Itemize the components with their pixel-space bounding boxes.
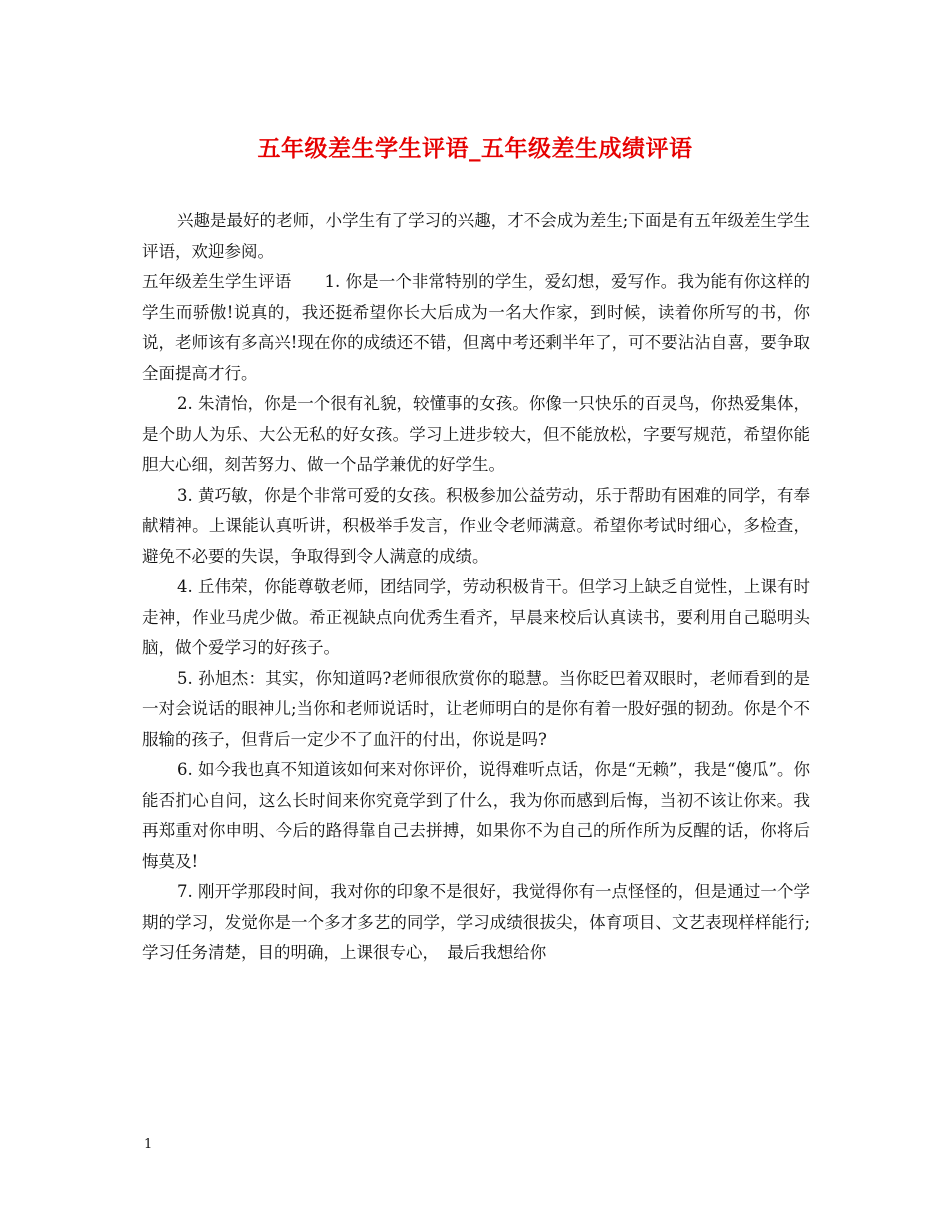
paragraph-comment-1: 五年级差生学生评语 1. 你是一个非常特别的学生，爱幻想，爱写作。我为能有你这样的学生而骄傲!说真的，我还挺希望你长大后成为一名大作家，到时候，读着你所写的书，你说，老师该有多高兴!现在你的成绩还不错，但离中考还剩半年了，可不要沾沾自喜，要争取全面提高才行。 (142, 272, 810, 383)
paragraph-comment-5: 5. 孙旭杰：其实，你知道吗?老师很欣赏你的聪慧。当你眨巴着双眼时，老师看到的是一对会说话的眼神儿;当你和老师说话时，让老师明白的是你有着一股好强的韧劲。你是个不服输的孩子，但背后一定少不了血汗的付出，你说是吗? (142, 668, 810, 749)
paragraph-comment-4: 4. 丘伟荣，你能尊敬老师，团结同学，劳动积极肯干。但学习上缺乏自觉性，上课有时走神，作业马虎少做。希正视缺点向优秀生看齐，早晨来校后认真读书，要利用自己聪明头脑，做个爱学习的好孩子。 (142, 577, 810, 657)
paragraph-comment-3: 3. 黄巧敏，你是个非常可爱的女孩。积极参加公益劳动，乐于帮助有困难的同学，有奉献精神。上课能认真听讲，积极举手发言，作业令老师满意。希望你考试时细心，多检查，避免不必要的失误，争取得到令人满意的成绩。 (142, 485, 810, 566)
document-body (142, 206, 810, 969)
paragraph-comment-2: 2. 朱清怡，你是一个很有礼貌，较懂事的女孩。你像一只快乐的百灵鸟，你热爱集体，是个助人为乐、大公无私的好女孩。学习上进步较大，但不能放松，字要写规范，希望你能胆大心细，刻苦努力、做一个品学兼优的好学生。 (142, 394, 810, 474)
paragraph-intro: 兴趣是最好的老师，小学生有了学习的兴趣，才不会成为差生;下面是有五年级差生学生评语，欢迎参阅。 (142, 211, 810, 261)
paragraph-comment-7: 7. 刚开学那段时间，我对你的印象不是很好，我觉得你有一点怪怪的，但是通过一个学期的学习，发觉你是一个多才多艺的同学，学习成绩很拔尖，体育项目、文艺表现样样能行;学习任务清楚，目的明确，上课很专心， 最后我想给你 (142, 882, 810, 962)
page-number: 1 (144, 1137, 153, 1152)
page-title: 五年级差生学生评语_五年级差生成绩评语 (257, 135, 693, 162)
paragraph-comment-6: 6. 如今我也真不知道该如何来对你评价，说得难听点话，你是“无赖”，我是“傻瓜”。你能否扪心自问，这么长时间来你究竟学到了什么，我为你而感到后悔，当初不该让你来。我再郑重对你申明、今后的路得靠自己去拼搏，如果你不为自己的所作所为反醒的话，你将后悔莫及! (142, 760, 810, 871)
